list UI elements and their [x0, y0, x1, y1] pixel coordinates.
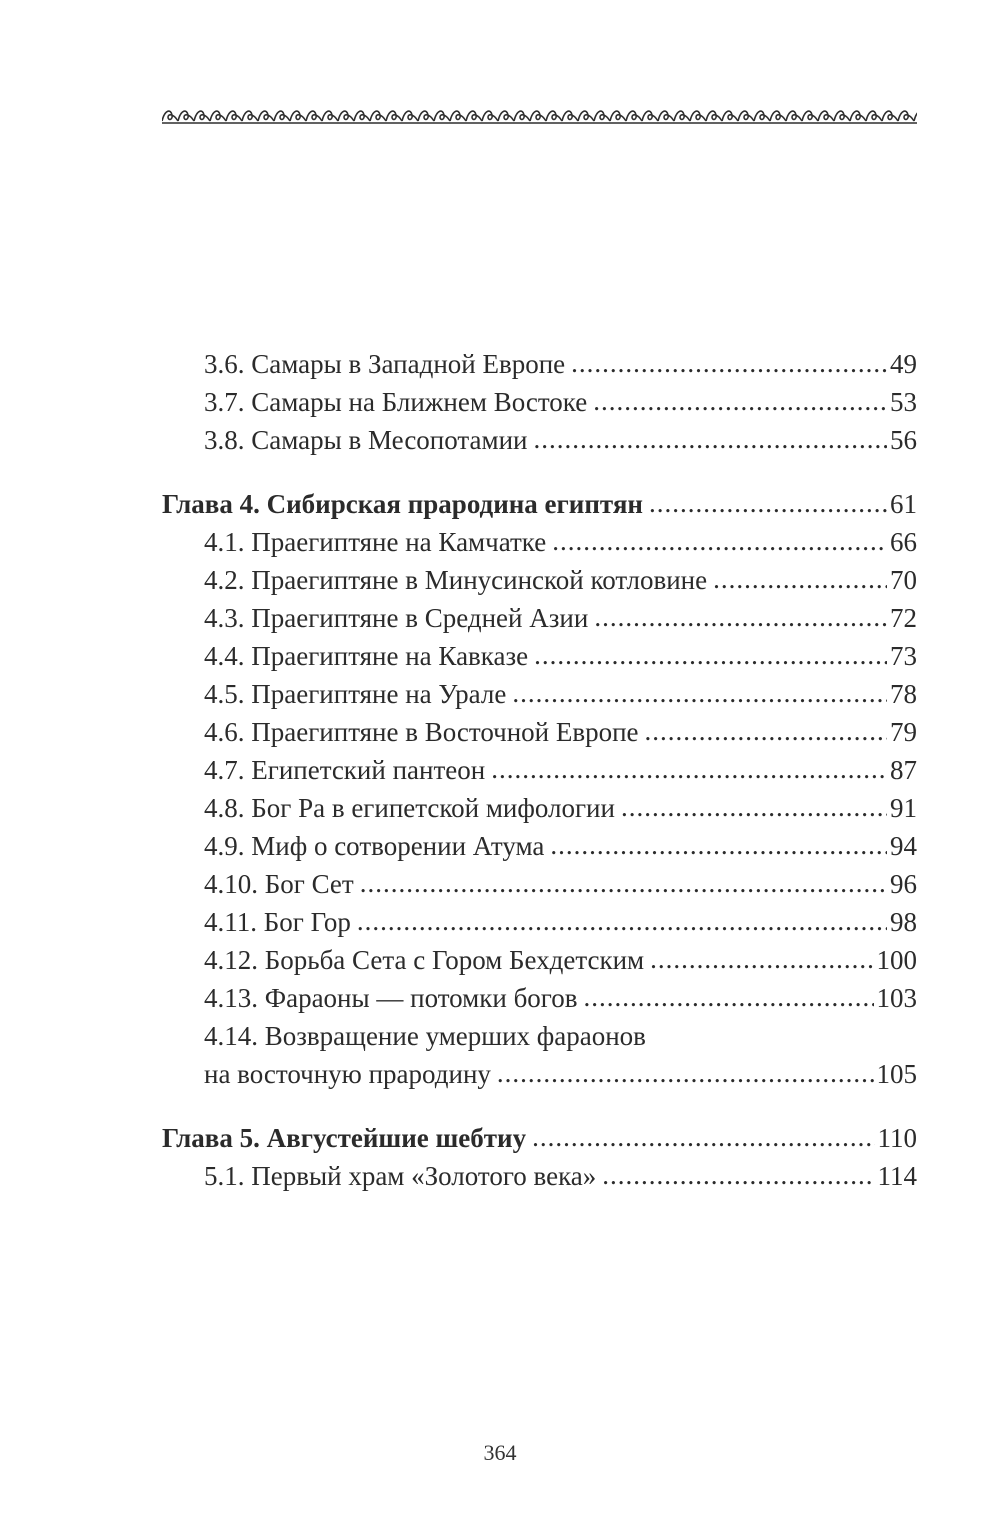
toc-entry-line2 — [162, 1055, 917, 1093]
dot-leader — [571, 344, 887, 382]
toc-entry-title: 4.10. Бог Сет — [204, 869, 354, 899]
toc-entry-title: 4.13. Фараоны — потомки богов — [204, 983, 578, 1013]
toc-entry-page: 72 — [890, 603, 917, 633]
dot-leader — [602, 1156, 874, 1194]
toc-entry-page: 66 — [890, 527, 917, 557]
toc-entry-title: 3.8. Самары в Месопотамии — [204, 425, 528, 455]
toc-entry-page: 94 — [890, 831, 917, 861]
chapter-title: Глава 5. Августейшие шебтиу — [162, 1123, 527, 1153]
toc-entry[interactable] — [162, 637, 917, 675]
toc-entry[interactable] — [162, 789, 917, 827]
toc-entry-title: 4.6. Праегиптяне в Восточной Европе — [204, 717, 639, 747]
toc-entry-page: 70 — [890, 565, 917, 595]
toc-entry-page: 79 — [890, 717, 917, 747]
dot-leader — [593, 382, 887, 420]
chapter-page: 110 — [877, 1123, 917, 1153]
toc-entry-title: 4.12. Борьба Сета с Гором Бехдетским — [204, 945, 645, 975]
toc-entry-title: 4.4. Праегиптяне на Кавказе — [204, 641, 529, 671]
wave-border-ornament-icon — [162, 103, 917, 129]
dot-leader — [357, 902, 887, 940]
toc-entry[interactable] — [162, 383, 917, 421]
dot-leader — [532, 1118, 874, 1156]
toc-entry[interactable] — [162, 675, 917, 713]
chapter-title: Глава 4. Сибирская прародина египтян — [162, 489, 643, 519]
toc-entry-page: 49 — [890, 349, 917, 379]
toc-entry-page: 100 — [876, 945, 917, 975]
dot-leader — [552, 522, 887, 560]
toc-entry-title: 5.1. Первый храм «Золотого века» — [204, 1161, 597, 1191]
toc-entry-page: 91 — [890, 793, 917, 823]
dot-leader — [497, 1054, 874, 1092]
toc-chapter-4[interactable] — [162, 485, 917, 523]
toc-entry[interactable] — [162, 345, 917, 383]
toc-entry-page: 114 — [877, 1161, 917, 1191]
toc-entry[interactable] — [162, 1157, 917, 1195]
toc-entry[interactable] — [162, 713, 917, 751]
dot-leader — [713, 560, 887, 598]
dot-leader — [491, 750, 887, 788]
dot-leader — [649, 484, 887, 522]
toc-entry-page: 56 — [890, 425, 917, 455]
dot-leader — [550, 826, 887, 864]
dot-leader — [534, 420, 888, 458]
toc-entry-page: 87 — [890, 755, 917, 785]
toc-entry[interactable] — [162, 827, 917, 865]
dot-leader — [583, 978, 873, 1016]
toc-entry-title: 4.7. Египетский пантеон — [204, 755, 486, 785]
toc-entry-title: 4.1. Праегиптяне на Камчатке — [204, 527, 547, 557]
dot-leader — [360, 864, 887, 902]
toc-entry[interactable] — [162, 523, 917, 561]
toc-chapter-5[interactable] — [162, 1119, 917, 1157]
toc-entry[interactable] — [162, 751, 917, 789]
toc-entry-page: 73 — [890, 641, 917, 671]
toc-entry-page: 53 — [890, 387, 917, 417]
dot-leader — [650, 940, 873, 978]
toc-entry-page: 98 — [890, 907, 917, 937]
dot-leader — [645, 712, 887, 750]
toc-entry[interactable] — [162, 561, 917, 599]
toc-entry[interactable] — [162, 979, 917, 1017]
toc-entry[interactable] — [162, 599, 917, 637]
toc-entry-title-line2: на восточную прародину — [204, 1059, 491, 1089]
page-number: 364 — [483, 1440, 517, 1465]
toc-entry[interactable] — [162, 421, 917, 459]
toc-entry-title: 4.3. Праегиптяне в Средней Азии — [204, 603, 589, 633]
toc-entry-page: 103 — [876, 983, 917, 1013]
toc-entry-page: 78 — [890, 679, 917, 709]
toc-entry-title: 4.8. Бог Ра в египетской мифологии — [204, 793, 615, 823]
toc-entry[interactable] — [162, 865, 917, 903]
toc-entry[interactable] — [162, 941, 917, 979]
table-of-contents — [162, 345, 917, 1195]
toc-entry-title-line1: 4.14. Возвращение умерших фараонов — [204, 1021, 646, 1051]
dot-leader — [594, 598, 887, 636]
toc-entry-page: 96 — [890, 869, 917, 899]
toc-entry-multiline[interactable] — [162, 1017, 917, 1093]
dot-leader — [534, 636, 887, 674]
dot-leader — [512, 674, 887, 712]
toc-entry-title: 4.11. Бог Гор — [204, 907, 351, 937]
toc-entry-page: 105 — [876, 1059, 917, 1089]
toc-entry-title: 4.9. Миф о сотворении Атума — [204, 831, 545, 861]
chapter-page: 61 — [890, 489, 917, 519]
dot-leader — [621, 788, 887, 826]
toc-entry-title: 3.6. Самары в Западной Европе — [204, 349, 566, 379]
toc-entry-title: 4.2. Праегиптяне в Минусинской котловине — [204, 565, 708, 595]
toc-entry[interactable] — [162, 903, 917, 941]
toc-entry-title: 3.7. Самары на Ближнем Востоке — [204, 387, 588, 417]
toc-entry-title: 4.5. Праегиптяне на Урале — [204, 679, 507, 709]
